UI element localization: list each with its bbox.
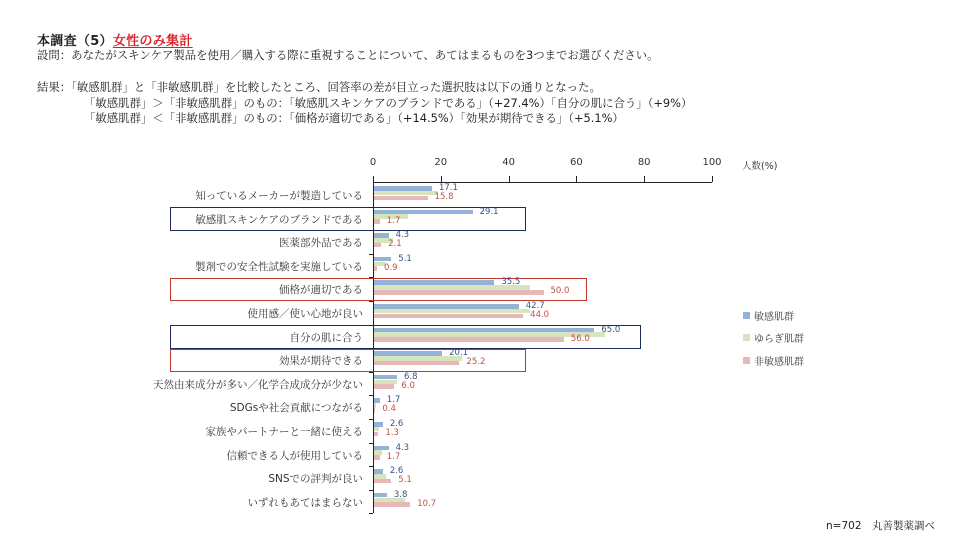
value-label-non-sensitive: 0.4 — [382, 404, 396, 415]
y-tick-mark — [369, 207, 373, 208]
value-label-non-sensitive: 6.0 — [401, 380, 415, 391]
value-label-non-sensitive: 44.0 — [530, 310, 550, 320]
result-line: 結果：「敏感肌群」と「非敏感肌群」を比較したところ、回答率の差が目立った選択肢は以下の通りとなった。 — [37, 80, 601, 94]
bar-sensitive — [374, 233, 389, 238]
bar-sensitive — [374, 469, 383, 474]
bar-non-sensitive — [374, 219, 380, 224]
category-label: SDGsや社会貢献につながる — [229, 402, 363, 415]
bar-non-sensitive — [374, 314, 523, 319]
bar-non-sensitive — [374, 384, 394, 389]
bar-non-sensitive — [374, 432, 378, 437]
category-label: いずれもあてはまらない — [247, 496, 363, 509]
category-label: 信頼できる人が使用している — [226, 449, 363, 462]
bar-non-sensitive — [374, 361, 459, 366]
x-tick-label: 80 — [637, 157, 651, 168]
x-tick-label: 20 — [434, 157, 448, 168]
y-tick-mark — [369, 372, 373, 373]
value-label-non-sensitive: 1.7 — [386, 215, 401, 226]
legend-label: 敏感肌群 — [754, 312, 794, 323]
y-tick-mark — [369, 419, 373, 420]
x-axis-line — [373, 182, 712, 183]
category-label: 自分の肌に合う — [289, 331, 363, 344]
bar-non-sensitive — [374, 266, 377, 271]
value-label-non-sensitive: 50.0 — [550, 286, 570, 297]
category-label: 使用感／使い心地が良い — [247, 308, 363, 320]
y-tick-mark — [369, 490, 373, 491]
value-label-sensitive: 20.1 — [449, 348, 469, 359]
legend-swatch-icon — [743, 357, 750, 364]
x-tick-label: 40 — [502, 157, 515, 168]
category-label: 敏感肌スキンケアのブランドである — [195, 213, 363, 226]
value-label-sensitive: 3.8 — [393, 489, 408, 500]
x-axis-unit-label: 人数(%) — [742, 161, 778, 172]
legend-item — [743, 330, 804, 345]
legend-swatch-icon — [743, 334, 750, 341]
value-label-sensitive: 1.7 — [386, 395, 401, 406]
question-text: 設問：あなたがスキンケア製品を使用／購入する際に重視することについて、あてはまるものを3つまでお選びください。 — [37, 48, 659, 62]
value-label-sensitive: 35.5 — [501, 277, 521, 288]
bar-non-sensitive — [374, 479, 391, 484]
category-label: 天然由来成分が多い／化学合成成分が少ない — [153, 378, 363, 391]
value-label-sensitive: 5.1 — [398, 253, 412, 264]
value-label-sensitive: 2.6 — [389, 466, 404, 477]
x-tick-mark — [576, 176, 577, 182]
category-label: SNSでの評判が良い — [268, 473, 363, 486]
y-tick-mark — [369, 301, 373, 302]
bar-non-sensitive — [374, 337, 564, 342]
y-tick-mark — [369, 348, 373, 349]
title-highlight: 女性のみ集計 — [112, 34, 193, 49]
bar-non-sensitive — [374, 243, 381, 248]
value-label-non-sensitive: 1.7 — [386, 451, 401, 462]
value-label-non-sensitive: 10.7 — [417, 498, 437, 509]
x-tick-mark — [712, 176, 713, 182]
value-label-sensitive: 29.1 — [479, 206, 499, 217]
legend-item — [743, 308, 794, 323]
result-line: 「敏感肌群」＞「非敏感肌群」のもの：「敏感肌スキンケアのブランドである」（+27.4%）「自分の肌に合う」（+9%） — [84, 95, 693, 110]
y-tick-mark — [369, 230, 373, 231]
value-label-sensitive: 4.3 — [395, 230, 410, 241]
x-tick-mark — [441, 176, 442, 182]
value-label-sensitive: 42.7 — [525, 301, 545, 311]
category-label: 製剤での安全性試験を実施している — [195, 260, 363, 273]
value-label-non-sensitive: 5.1 — [398, 475, 412, 486]
legend-swatch-icon — [743, 312, 750, 319]
y-tick-mark — [369, 277, 373, 278]
title-prefix: 本調査（5） — [37, 34, 113, 49]
bar-fluctuating — [374, 403, 376, 408]
bar-non-sensitive — [374, 455, 380, 460]
x-tick-mark — [509, 176, 510, 182]
result-line: 「敏感肌群」＜「非敏感肌群」のもの：「価格が適切である」（+14.5%）「効果が期待できる」（+5.1%） — [84, 111, 624, 125]
value-label-non-sensitive: 1.3 — [385, 428, 399, 438]
category-label: 価格が適切である — [279, 284, 363, 297]
y-tick-mark — [369, 513, 373, 514]
legend-item — [743, 353, 804, 368]
category-label: 知っているメーカーが製造している — [195, 190, 363, 202]
value-label-sensitive: 6.8 — [404, 371, 418, 382]
legend-label: ゆらぎ肌群 — [754, 334, 804, 345]
bar-non-sensitive — [374, 290, 544, 295]
value-label-non-sensitive: 0.9 — [384, 262, 398, 273]
bar-non-sensitive — [374, 502, 410, 507]
value-label-sensitive: 17.1 — [438, 183, 458, 193]
x-tick-mark — [373, 176, 374, 182]
bar-non-sensitive — [374, 408, 375, 413]
value-label-non-sensitive: 25.2 — [466, 357, 486, 368]
category-label: 医薬部外品である — [279, 237, 363, 250]
y-tick-mark — [369, 325, 373, 326]
bar-sensitive — [374, 351, 442, 356]
y-tick-mark — [369, 443, 373, 444]
value-label-non-sensitive: 2.1 — [388, 239, 402, 250]
value-label-sensitive: 65.0 — [601, 324, 621, 335]
y-tick-mark — [369, 395, 373, 396]
value-label-sensitive: 4.3 — [395, 442, 410, 453]
bar-non-sensitive — [374, 196, 428, 201]
footer-note: n=702 丸善製薬調べ — [826, 520, 935, 532]
x-tick-label: 60 — [570, 157, 583, 168]
legend-label: 非敏感肌群 — [754, 357, 804, 368]
value-label-sensitive: 2.6 — [389, 419, 404, 429]
x-tick-mark — [644, 176, 645, 182]
x-tick-label: 0 — [369, 157, 377, 168]
value-label-non-sensitive: 56.0 — [570, 333, 590, 344]
y-tick-mark — [369, 254, 373, 255]
x-tick-label: 100 — [702, 157, 722, 168]
category-label: 効果が期待できる — [279, 355, 363, 368]
category-label: 家族やパートナーと一緒に使える — [205, 426, 363, 438]
y-tick-mark — [369, 466, 373, 467]
value-label-non-sensitive: 15.8 — [434, 192, 454, 202]
